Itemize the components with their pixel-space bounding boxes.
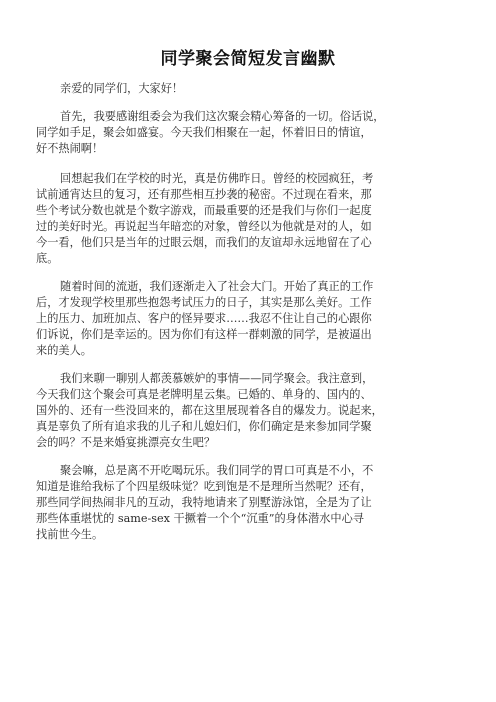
paragraph-line: 今天我们这个聚会可真是老牌明星云集。已婚的、单身的、国内的、 [36, 388, 372, 401]
paragraph-line: 试前通宵达旦的复习，还有那些相互抄袭的秘密。不过现在看来，那 [36, 188, 372, 201]
paragraph-line: 亲爱的同学们，大家好！ [60, 82, 184, 95]
paragraph-line: 来的美人。 [36, 344, 92, 357]
paragraph-line: 聚会嘛，总是离不开吃喝玩乐。我们同学的胃口可真是不小，不 [60, 464, 374, 477]
paragraph-line: 上的压力、加班加点、客户的怪异要求……我忍不住让自己的心跟你 [36, 312, 372, 325]
paragraph-line: 今一看，他们只是当年的过眼云烟，而我们的友谊却永远地留在了心 [36, 236, 372, 249]
paragraph-line: 些个考试分数也就是个数字游戏，而最重要的还是我们与你们一起度 [36, 204, 372, 217]
paragraph-line: 回想起我们在学校的时光，真是仿佛昨日。曾经的校园疯狂，考 [60, 172, 374, 185]
paragraph-line: 真是辜负了所有追求我的儿子和儿媳妇们，你们确定是来参加同学聚 [36, 420, 372, 433]
paragraph-line: 同学如手足，聚会如盛宴。今天我们相聚在一起，怀着旧日的情谊， [36, 126, 372, 139]
paragraph-line: 我们来聊一聊别人都羡慕嫉妒的事情——同学聚会。我注意到， [60, 372, 374, 385]
paragraph-line: 随着时间的流逝，我们逐渐走入了社会大门。开始了真正的工作 [60, 280, 374, 293]
paragraph-line: 会的吗？不是来婚宴挑漂亮女生吧？ [36, 436, 216, 449]
paragraph-line: 们诉说，你们是幸运的。因为你们有这样一群刺激的同学，是被逼出 [36, 328, 372, 341]
paragraph-line: 首先，我要感谢组委会为我们这次聚会精心筹备的一切。俗话说， [60, 110, 385, 123]
paragraph-line: 后，才发现学校里那些抱怨考试压力的日子，其实是那么美好。工作 [36, 296, 372, 309]
paragraph-line: 那些体重堪忧的 same-sex 干撅着一个个“沉重”的身体潜水中心寻 [36, 512, 364, 525]
paragraph-line: 底。 [36, 252, 59, 265]
paragraph-line: 好不热闹啊！ [36, 142, 104, 155]
paragraph-line: 知道是谁给我标了个四星级味觉？吃到饱是不是理所当然呢？还有， [36, 480, 372, 493]
document-title: 同学聚会简短发言幽默 [160, 49, 336, 69]
paragraph-line: 找前世今生。 [36, 528, 104, 541]
paragraph-line: 过的美好时光。再说起当年暗恋的对象，曾经以为他就是对的人，如 [36, 220, 372, 233]
paragraph-line: 那些同学间热闹非凡的互动，我特地请来了别墅游泳馆，全是为了让 [36, 496, 372, 509]
paragraph-line: 国外的、还有一些没回来的，都在这里展现着各自的爆发力。说起来， [36, 404, 383, 417]
